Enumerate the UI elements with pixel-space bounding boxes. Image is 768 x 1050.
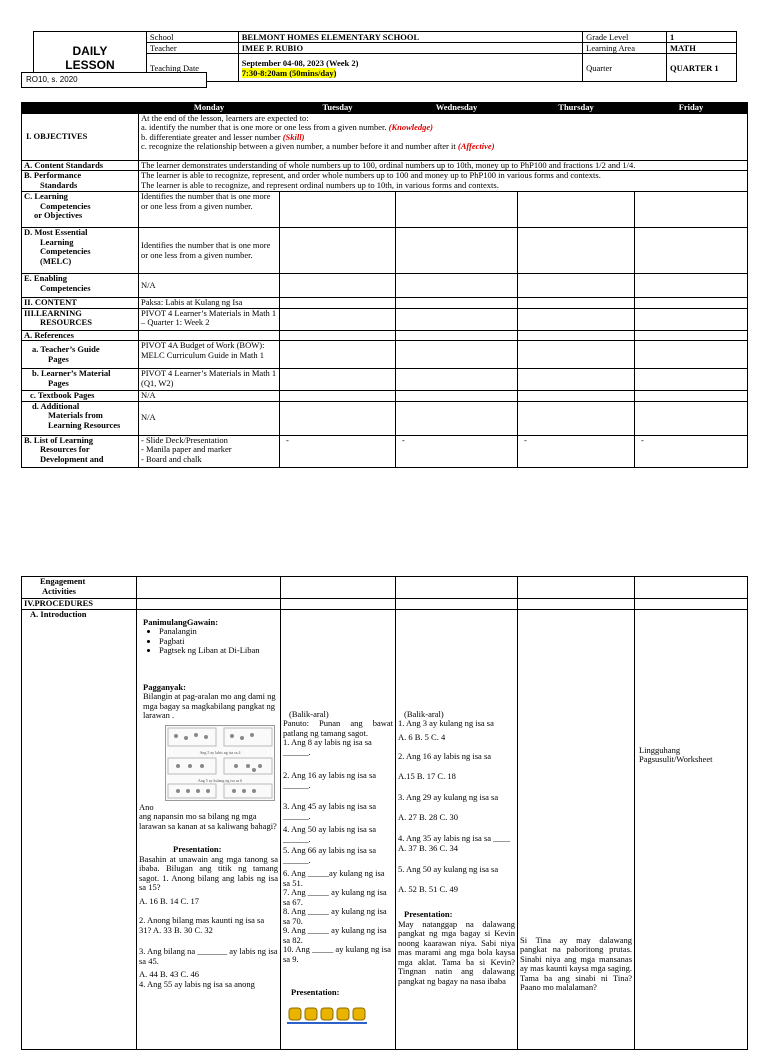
competencies-thu bbox=[518, 192, 635, 228]
lm-thu bbox=[518, 369, 635, 391]
date-cell bbox=[238, 54, 582, 82]
pagganyak-text: Bilangin at pag-aralan mo ang dami ng mga bagay sa magkabilang pangkat ng larawan . bbox=[143, 691, 276, 720]
monday-presentation-text: Basahin at unawain ang mga tanong sa ibaba. Bilugan ang titik ng tamang sagot. 1. Anong bilang ang labis ng isa sa 15? bbox=[139, 853, 278, 892]
objectives-label: I. OBJECTIVES bbox=[22, 113, 139, 160]
content-standards-text: The learner demonstrates understanding of whole numbers up to 100, ordinal numbers up to 10th, money up to PhP100 and fractions 1/2 and 1/4. bbox=[139, 160, 748, 171]
proc-thu bbox=[518, 599, 635, 610]
time-value: 7:30-8:20am (50mins/day) bbox=[241, 67, 337, 78]
wed-q2: 2. Ang 16 ay labis ng isa sa bbox=[398, 751, 492, 761]
learning-resources-label bbox=[22, 308, 139, 330]
ano-word: Ano bbox=[139, 801, 154, 812]
teachers-guide-label bbox=[22, 341, 139, 369]
lm-wed bbox=[396, 369, 518, 391]
melc-thu bbox=[518, 228, 635, 274]
lm-tue bbox=[280, 369, 396, 391]
ref-fri bbox=[635, 330, 748, 341]
proc-tue bbox=[281, 599, 396, 610]
objective-a-tag: (Knowledge) bbox=[388, 122, 434, 132]
lesson-plan-table bbox=[21, 102, 748, 468]
tg-label2: Pages bbox=[48, 353, 69, 364]
references-label: A. References bbox=[22, 330, 139, 341]
add-label1: d. Additional bbox=[32, 400, 80, 411]
tuesday-item: 4. Ang 50 ay labis ng isa sa ______. bbox=[283, 824, 377, 844]
quarter-label: Quarter bbox=[583, 54, 667, 82]
panimula-item: • Pagbati bbox=[159, 637, 278, 647]
content-label: II. CONTENT bbox=[22, 298, 139, 309]
objective-c-tag: (Affective) bbox=[457, 141, 495, 151]
performance-standards-row bbox=[22, 171, 748, 192]
tuesday-item: 7. Ang _____ ay kulang ng isa sa 67. bbox=[283, 887, 387, 907]
list-wed: - bbox=[396, 435, 518, 467]
resource-item: - Slide Deck/Presentation bbox=[141, 434, 228, 445]
tg-fri bbox=[635, 341, 748, 369]
melc-label1: D. Most Essential bbox=[24, 227, 88, 237]
tuesday-item: 3. Ang 45 ay labis ng isa sa ______. bbox=[283, 801, 377, 821]
pic-caption-2: Ang 5 ay kulang ng isa sa 6 bbox=[197, 777, 243, 783]
performance-label-line2: Standards bbox=[40, 179, 78, 190]
ref-mon bbox=[139, 330, 280, 341]
teachers-guide-row bbox=[22, 341, 748, 369]
monday-q3-choices: A. 44 B. 43 C. 46 bbox=[139, 969, 199, 979]
tuesday-item: 1. Ang 8 ay labis ng isa sa ______. bbox=[283, 737, 372, 757]
tuesday-item: 10. Ang _____ ay kulang ng isa sa 9. bbox=[283, 944, 391, 964]
intro-monday bbox=[137, 609, 281, 1049]
engagement-row bbox=[22, 577, 748, 599]
tuesday-item: 5. Ang 66 ay labis ng isa sa ______. bbox=[283, 845, 377, 865]
melc-wed bbox=[396, 228, 518, 274]
tuesday-picture bbox=[287, 1006, 393, 1026]
ref-tue bbox=[280, 330, 396, 341]
competencies-label2: Competencies bbox=[40, 200, 91, 211]
content-standards-label: A. Content Standards bbox=[22, 160, 139, 171]
ref-thu bbox=[518, 330, 635, 341]
daily-lesson-title bbox=[37, 44, 143, 72]
objective-b: b. differentiate greater and lesser number bbox=[141, 131, 281, 142]
comparison-illustration bbox=[166, 726, 274, 800]
enabling-wed bbox=[396, 274, 518, 298]
lm-fri bbox=[635, 369, 748, 391]
references-row bbox=[22, 330, 748, 341]
tb-wed bbox=[396, 391, 518, 402]
melc-tue bbox=[280, 228, 396, 274]
melc-label bbox=[22, 228, 139, 274]
add-wed bbox=[396, 401, 518, 435]
title-line1: DAILY bbox=[72, 43, 108, 58]
content-text: Paksa: Labis at Kulang ng Isa bbox=[139, 298, 280, 309]
lr-fri bbox=[635, 308, 748, 330]
tuesday-item: 2. Ang 16 ay labis ng isa sa ______. bbox=[283, 770, 377, 790]
content-standards-row bbox=[22, 160, 748, 171]
additional-text: N/A bbox=[139, 401, 280, 435]
enabling-row bbox=[22, 274, 748, 298]
header-blank bbox=[22, 103, 139, 114]
competencies-text: Identifies the number that is one more or one less from a given number. bbox=[139, 192, 280, 228]
melc-text: Identifies the number that is one more or one less from a given number. bbox=[139, 228, 280, 274]
content-fri bbox=[635, 298, 748, 309]
wednesday-presentation-text: May natanggap na dalawang pangkat ng mga bagay si Kevin noong kaarawan niya. Sabi niya mas marami ang mga bola kaysa mga aklat. Tama ba si Kevin? Tingnan natin ang dalawang pangkat ng bagay na nasa ibaba bbox=[398, 918, 515, 986]
wed-q4: 4. Ang 35 ay labis ng isa sa ____ bbox=[398, 833, 511, 843]
friday-text1: Lingguhang bbox=[639, 744, 681, 755]
competencies-fri bbox=[635, 192, 748, 228]
pagganyak-heading: Pagganyak: bbox=[143, 681, 186, 692]
wed-q1: 1. Ang 3 ay kulang ng isa sa bbox=[398, 718, 494, 728]
enabling-label2: Competencies bbox=[40, 282, 91, 293]
textbook-label: c. Textbook Pages bbox=[22, 391, 139, 402]
tuesday-item: 6. Ang _____ay kulang ng isa sa 51. bbox=[283, 868, 385, 888]
monday-presentation-heading: Presentation: bbox=[173, 844, 222, 854]
learning-resources-row bbox=[22, 308, 748, 330]
performance-label-line1: B. Performance bbox=[24, 170, 82, 180]
area-label: Learning Area bbox=[583, 43, 667, 54]
procedures-table bbox=[21, 576, 748, 1050]
add-thu bbox=[518, 401, 635, 435]
list-resources-label bbox=[22, 435, 139, 467]
school-label: School bbox=[146, 32, 238, 43]
comparison-picture bbox=[165, 725, 275, 801]
lm-label1: b. Learner’s Material bbox=[32, 368, 111, 378]
performance-text2: The learner is able to recognize, and represent ordinal numbers up to 10th, in various forms and contexts. bbox=[141, 179, 499, 190]
days-header-row bbox=[22, 103, 748, 114]
engagement-label bbox=[22, 577, 137, 599]
ro-label: RO10, s. 2020 bbox=[21, 72, 207, 88]
objective-a: a. identify the number that is one more or one less from a given number. bbox=[141, 122, 387, 132]
intro-tuesday bbox=[281, 609, 396, 1049]
competencies-tue bbox=[280, 192, 396, 228]
day-tuesday: Tuesday bbox=[280, 103, 396, 114]
performance-text1: The learner is able to recognize, represent, and order whole numbers up to 100 and money up to PhP100 in various forms and contexts. bbox=[141, 170, 601, 180]
date-value: September 04-08, 2023 (Week 2) bbox=[241, 57, 359, 68]
wed-q4-choices: A. 37 B. 36 C. 34 bbox=[398, 842, 458, 853]
wed-q1-choices: A. 6 B. 5 C. 4 bbox=[398, 731, 446, 742]
wed-q3: 3. Ang 29 ay kulang ng isa sa bbox=[398, 792, 499, 802]
objectives-intro: At the end of the lesson, learners are expected to: bbox=[141, 112, 309, 123]
resource-item: - Manila paper and marker bbox=[141, 444, 232, 454]
thursday-text: Si Tina ay may dalawang pangkat na paboritong prutas. Sinabi niya ang mga mansanas ay mas kaunti kaysa mga saging. Tama ba ang sinabi ni Tina? Paano mo malalaman? bbox=[520, 934, 632, 992]
engagement-line1: Engagement bbox=[40, 576, 86, 586]
melc-label2: Learning bbox=[40, 236, 74, 247]
list-label1: B. List of Learning bbox=[24, 434, 93, 445]
monday-q2: 2. Anong bilang mas kaunti ng isa sa 31? A. 33 B. 30 C. 32 bbox=[139, 915, 265, 935]
lr-thu bbox=[518, 308, 635, 330]
competencies-row bbox=[22, 192, 748, 228]
pic-caption-1: Ang 5 ay labis ng isa sa 4 bbox=[199, 749, 241, 755]
introduction-label: A. Introduction bbox=[22, 609, 137, 1049]
enabling-label bbox=[22, 274, 139, 298]
tb-tue bbox=[280, 391, 396, 402]
eng-thu bbox=[518, 577, 635, 599]
proc-mon bbox=[137, 599, 281, 610]
eng-mon bbox=[137, 577, 281, 599]
day-thursday: Thursday bbox=[518, 103, 635, 114]
content-wed bbox=[396, 298, 518, 309]
panimula-list bbox=[143, 627, 278, 656]
add-fri bbox=[635, 401, 748, 435]
objectives-text bbox=[139, 113, 748, 160]
content-thu bbox=[518, 298, 635, 309]
tg-label1: a. Teacher’s Guide bbox=[32, 344, 100, 354]
ref-wed bbox=[396, 330, 518, 341]
engagement-line2: Activities bbox=[42, 585, 76, 596]
competencies-wed bbox=[396, 192, 518, 228]
enabling-tue bbox=[280, 274, 396, 298]
tuesday-item: 8. Ang _____ ay kulang ng isa sa 70. bbox=[283, 906, 387, 926]
grade-value: 1 bbox=[667, 32, 737, 43]
enabling-thu bbox=[518, 274, 635, 298]
tuesday-panuto: Panuto: Punan ang bawat patlang ng tamang sagot. bbox=[283, 718, 393, 738]
proc-fri bbox=[635, 599, 748, 610]
melc-row bbox=[22, 228, 748, 274]
intro-friday bbox=[635, 609, 748, 1049]
textbook-row bbox=[22, 391, 748, 402]
melc-fri bbox=[635, 228, 748, 274]
learners-material-row bbox=[22, 369, 748, 391]
tuesday-item: 9. Ang _____ ay kulang ng isa sa 82. bbox=[283, 925, 387, 945]
tg-tue bbox=[280, 341, 396, 369]
objective-c: c. recognize the relationship between a given number, a number before it and number after it bbox=[141, 141, 456, 151]
additional-row bbox=[22, 401, 748, 435]
competencies-label bbox=[22, 192, 139, 228]
wed-q5-choices: A. 52 B. 51 C. 49 bbox=[398, 883, 458, 894]
teacher-label: Teacher bbox=[146, 43, 238, 54]
enabling-text: N/A bbox=[139, 274, 280, 298]
learners-material-text: PIVOT 4 Learner’s Materials in Math 1 (Q1, W2) bbox=[139, 369, 280, 391]
list-label3: Development and bbox=[40, 453, 104, 464]
list-thu: - bbox=[518, 435, 635, 467]
panimula-item: • Pagtsek ng Liban at Di-Liban bbox=[159, 646, 278, 656]
resource-item: - Board and chalk bbox=[141, 453, 202, 464]
enabling-label1: E. Enabling bbox=[24, 273, 67, 283]
content-tue bbox=[280, 298, 396, 309]
friday-text2: Pagsusulit/Worksheet bbox=[639, 754, 713, 764]
tuesday-presentation-heading: Presentation: bbox=[291, 987, 340, 997]
day-wednesday: Wednesday bbox=[396, 103, 518, 114]
eng-wed bbox=[396, 577, 518, 599]
procedures-label: IV.PROCEDURES bbox=[22, 599, 137, 610]
lm-label2: Pages bbox=[48, 377, 69, 388]
objective-b-tag: (Skill) bbox=[282, 131, 305, 142]
title-line2: LESSON bbox=[65, 57, 115, 72]
add-label3: Learning Resources bbox=[48, 419, 121, 430]
tg-thu bbox=[518, 341, 635, 369]
learning-resources-text: PIVOT 4 Learner’s Materials in Math 1 – Quarter 1: Week 2 bbox=[139, 308, 280, 330]
date-label: Teaching Date bbox=[146, 54, 238, 82]
monday-q1-choices: A. 16 B. 14 C. 17 bbox=[139, 895, 199, 906]
learners-material-label bbox=[22, 369, 139, 391]
tb-fri bbox=[635, 391, 748, 402]
monday-q3: 3. Ang bilang na _______ ay labis ng isa sa 45. bbox=[139, 946, 278, 966]
quarter-value: QUARTER 1 bbox=[667, 54, 737, 82]
day-monday: Monday bbox=[139, 103, 280, 114]
tuesday-balik-aral: (Balik-aral) bbox=[289, 708, 329, 719]
teachers-guide-text: PIVOT 4A Budget of Work (BOW): MELC Curriculum Guide in Math 1 bbox=[139, 341, 280, 369]
add-label2: Materials from bbox=[48, 410, 103, 420]
panimula-item: • Panalangin bbox=[159, 627, 278, 637]
wed-q3-choices: A. 27 B. 28 C. 30 bbox=[398, 811, 458, 822]
add-tue bbox=[280, 401, 396, 435]
competencies-label1: C. Learning bbox=[24, 191, 68, 201]
lr-tue bbox=[280, 308, 396, 330]
tb-thu bbox=[518, 391, 635, 402]
wednesday-presentation-heading: Presentation: bbox=[404, 909, 453, 919]
list-tue: - bbox=[280, 435, 396, 467]
additional-label bbox=[22, 401, 139, 435]
school-value: BELMONT HOMES ELEMENTARY SCHOOL bbox=[238, 32, 582, 43]
wednesday-balik-aral: (Balik-aral) bbox=[404, 708, 444, 719]
procedures-table-wrapper bbox=[21, 576, 748, 1050]
eng-tue bbox=[281, 577, 396, 599]
day-friday: Friday bbox=[635, 103, 748, 114]
tg-wed bbox=[396, 341, 518, 369]
monday-q4: 4. Ang 55 ay labis ng isa sa anong bbox=[139, 978, 255, 989]
procedures-row bbox=[22, 599, 748, 610]
learning-resources-label1: III.LEARNING bbox=[24, 307, 82, 318]
objectives-row bbox=[22, 113, 748, 160]
competencies-label3: or Objectives bbox=[34, 210, 83, 220]
list-label2: Resources for bbox=[40, 444, 90, 454]
panimula-heading: PanimulangGawain: bbox=[143, 616, 219, 627]
intro-wednesday bbox=[396, 609, 518, 1049]
balls-illustration bbox=[287, 1006, 367, 1026]
eng-fri bbox=[635, 577, 748, 599]
performance-standards-text bbox=[139, 171, 748, 192]
wed-q2-choices: A.15 B. 17 C. 18 bbox=[398, 770, 456, 781]
melc-label4: (MELC) bbox=[40, 255, 72, 266]
content-row bbox=[22, 298, 748, 309]
lr-wed bbox=[396, 308, 518, 330]
list-resources-row bbox=[22, 435, 748, 467]
enabling-fri bbox=[635, 274, 748, 298]
ano-question: ang napansin mo sa bilang ng mga larawan sa kanan at sa kaliwang bahagi? bbox=[139, 811, 277, 831]
textbook-text: N/A bbox=[139, 391, 280, 402]
list-resources-items bbox=[139, 435, 280, 467]
melc-label3: Competencies bbox=[40, 246, 91, 256]
performance-standards-label bbox=[22, 171, 139, 192]
introduction-row bbox=[22, 609, 748, 1049]
list-fri: - bbox=[635, 435, 748, 467]
teacher-value: IMEE P. RUBIO bbox=[238, 43, 582, 54]
grade-label: Grade Level bbox=[583, 32, 667, 43]
proc-wed bbox=[396, 599, 518, 610]
wed-q5: 5. Ang 50 ay kulang ng isa sa bbox=[398, 864, 499, 874]
intro-thursday bbox=[518, 609, 635, 1049]
learning-resources-label2: RESOURCES bbox=[40, 317, 92, 327]
lesson-plan-table-wrapper bbox=[21, 102, 748, 468]
area-value: MATH bbox=[667, 43, 737, 54]
